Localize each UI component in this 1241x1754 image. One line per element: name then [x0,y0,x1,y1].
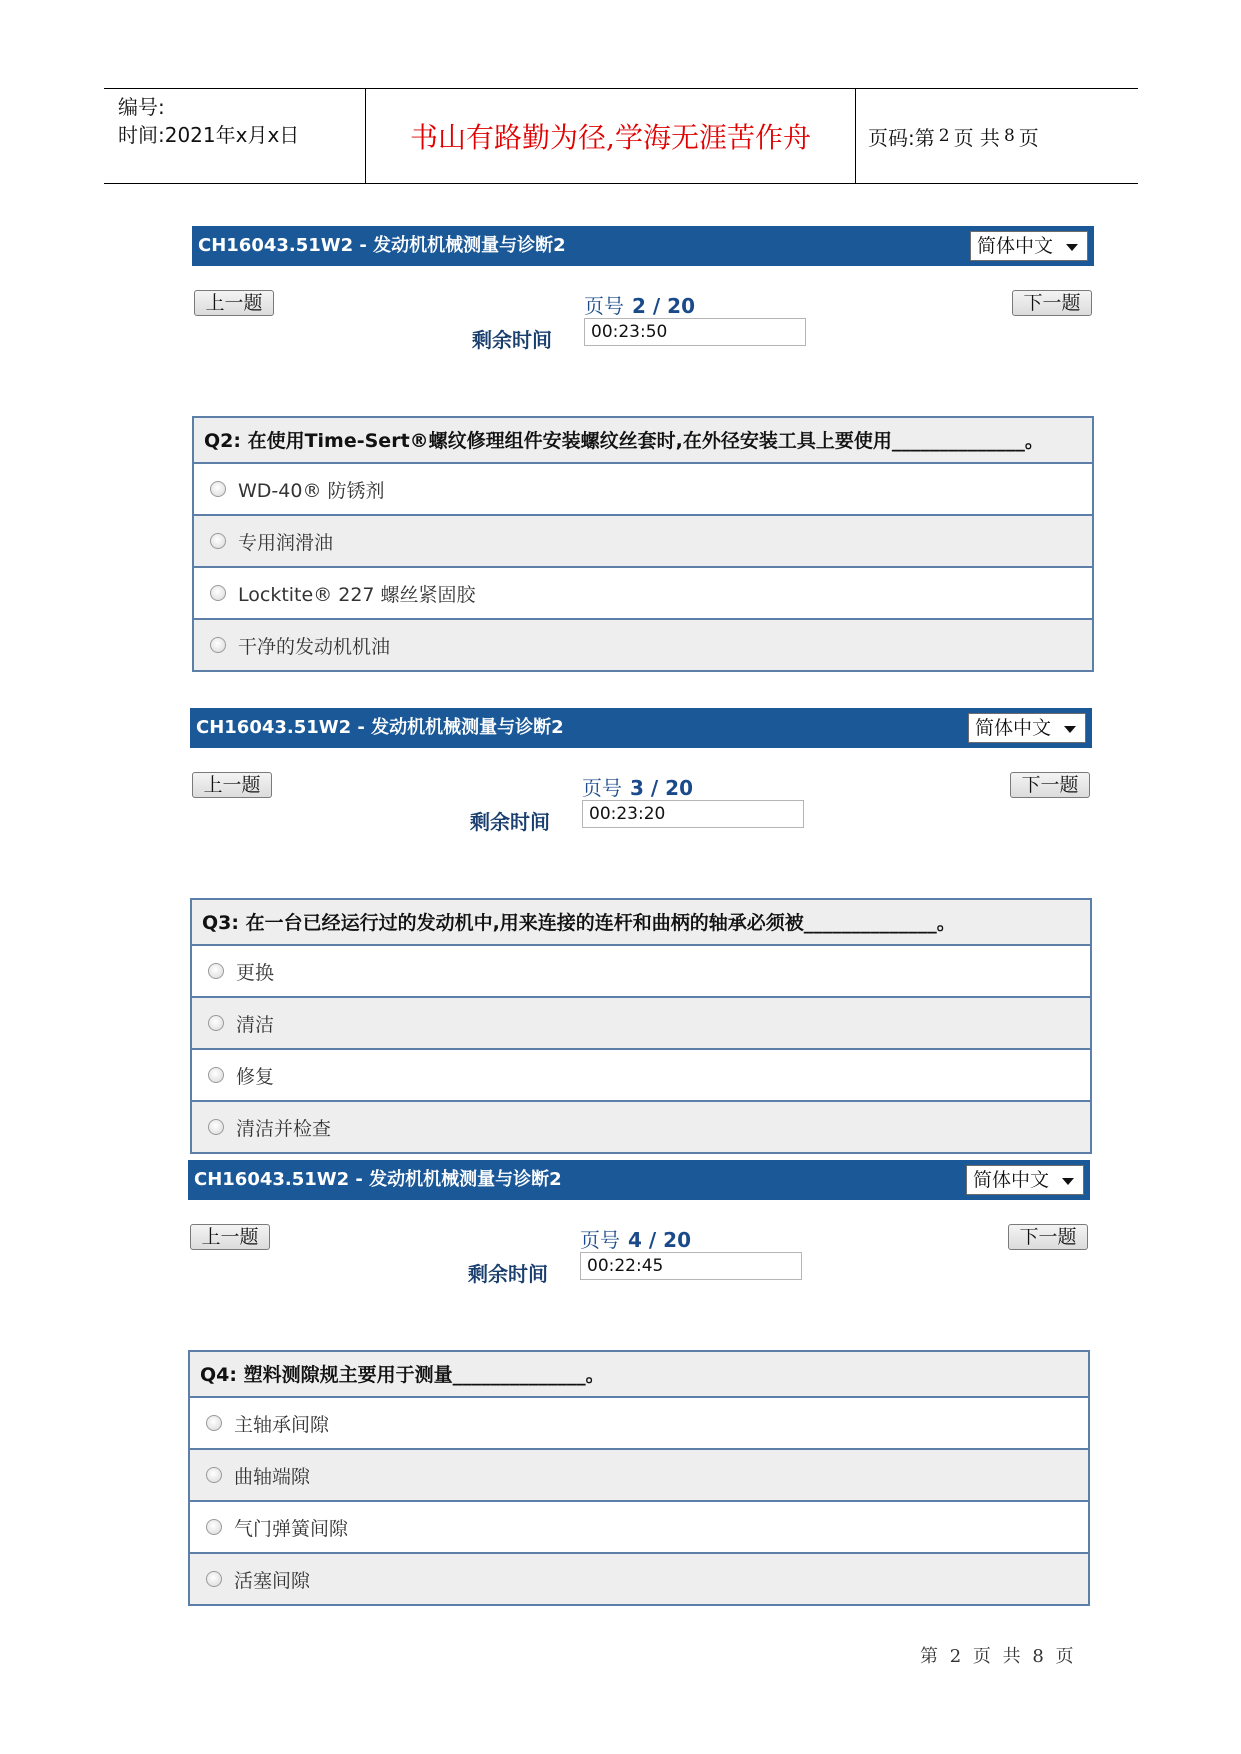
question-text: Q2: 在使用Time-Sert®螺纹修理组件安装螺纹丝套时,在外径安装工具上要使用______________。 [194,418,1092,464]
question-text: Q3: 在一台已经运行过的发动机中,用来连接的连杆和曲柄的轴承必须被______________。 [192,900,1090,946]
question-nav [192,266,1094,416]
language-select[interactable] [968,713,1086,743]
question-text: Q4: 塑料测隙规主要用于测量______________。 [190,1352,1088,1398]
header-motto: 书山有路勤为径,学海无涯苦作舟 [366,89,856,183]
option-label: 清洁 [236,1013,275,1036]
prev-question-button[interactable]: 上一题 [190,1224,270,1250]
course-title: CH16043.51W2 - 发动机机械测量与诊断2 [196,717,564,738]
radio-button-icon[interactable] [210,585,226,601]
course-title-bar [192,226,1094,266]
quiz-panel-q2 [192,226,1094,672]
language-select[interactable] [966,1165,1084,1195]
header-time-label: 时间:2021年x月x日 [118,123,300,147]
time-remaining-field: 00:23:50 [584,318,806,346]
time-remaining-field: 00:22:45 [580,1252,802,1280]
radio-button-icon[interactable] [206,1519,222,1535]
prev-question-button[interactable]: 上一题 [192,772,272,798]
option-label: WD-40® 防锈剂 [238,479,385,502]
radio-button-icon[interactable] [208,1015,224,1031]
page-code-total: 8 [1003,126,1015,146]
time-remaining-label: 剩余时间 [468,1262,548,1286]
chevron-down-icon [1066,244,1078,251]
radio-button-icon[interactable] [206,1415,222,1431]
question-box [192,416,1094,672]
page-code-prefix: 页码:第 [868,125,935,150]
page-indicator [582,772,693,801]
header-number-label: 编号: [118,95,165,119]
page-code-current: 2 [938,126,950,146]
option-label: 清洁并检查 [236,1117,332,1140]
radio-button-icon[interactable] [206,1467,222,1483]
language-value: 简体中文 [977,235,1054,257]
answer-option[interactable] [192,1102,1090,1152]
document-header [104,88,1138,184]
radio-button-icon[interactable] [210,533,226,549]
page-label: 页号 [582,776,622,800]
answer-option[interactable] [192,946,1090,998]
answer-option[interactable] [190,1450,1088,1502]
option-label: 主轴承间隙 [234,1413,330,1436]
page-code-mid: 页 共 [953,125,1000,150]
answer-option[interactable] [194,516,1092,568]
radio-button-icon[interactable] [206,1571,222,1587]
time-remaining-field: 00:23:20 [582,800,804,828]
question-nav [188,1200,1090,1350]
answer-option[interactable] [194,568,1092,620]
course-title-bar [188,1160,1090,1200]
option-label: 活塞间隙 [234,1569,311,1592]
radio-button-icon[interactable] [208,1119,224,1135]
next-question-button[interactable]: 下一题 [1012,290,1092,316]
header-meta [104,89,366,183]
option-label: 干净的发动机机油 [238,635,391,658]
question-nav [190,748,1092,898]
question-box [188,1350,1090,1606]
next-question-button[interactable]: 下一题 [1008,1224,1088,1250]
page-value: 3 / 20 [630,776,693,800]
course-title-bar [190,708,1092,748]
option-label: Locktite® 227 螺丝紧固胶 [238,583,476,606]
answer-option[interactable] [192,998,1090,1050]
page-footer: 第 2 页 共 8 页 [920,1646,1074,1667]
option-label: 专用润滑油 [238,531,334,554]
question-box [190,898,1092,1154]
language-value: 简体中文 [975,717,1052,739]
radio-button-icon[interactable] [210,637,226,653]
time-remaining-label: 剩余时间 [472,328,552,352]
option-label: 更换 [236,961,275,984]
next-question-button[interactable]: 下一题 [1010,772,1090,798]
page-value: 4 / 20 [628,1228,691,1252]
option-label: 气门弹簧间隙 [234,1517,349,1540]
prev-question-button[interactable]: 上一题 [194,290,274,316]
answer-option[interactable] [194,620,1092,670]
page-indicator [584,290,695,319]
answer-option[interactable] [190,1398,1088,1450]
radio-button-icon[interactable] [208,1067,224,1083]
answer-option[interactable] [190,1554,1088,1604]
page-label: 页号 [584,294,624,318]
course-title: CH16043.51W2 - 发动机机械测量与诊断2 [198,235,566,256]
page-code-suffix: 页 [1018,125,1039,150]
answer-option[interactable] [192,1050,1090,1102]
option-label: 曲轴端隙 [234,1465,311,1488]
option-label: 修复 [236,1065,275,1088]
chevron-down-icon [1062,1178,1074,1185]
page-value: 2 / 20 [632,294,695,318]
answer-option[interactable] [194,464,1092,516]
language-value: 简体中文 [973,1169,1050,1191]
language-select[interactable] [970,231,1088,261]
course-title: CH16043.51W2 - 发动机机械测量与诊断2 [194,1169,562,1190]
answer-option[interactable] [190,1502,1088,1554]
page-label: 页号 [580,1228,620,1252]
radio-button-icon[interactable] [208,963,224,979]
header-page-code [856,89,1138,183]
quiz-panel-q3 [190,708,1092,1154]
quiz-panel-q4 [188,1160,1090,1606]
radio-button-icon[interactable] [210,481,226,497]
time-remaining-label: 剩余时间 [470,810,550,834]
page-indicator [580,1224,691,1253]
chevron-down-icon [1064,726,1076,733]
